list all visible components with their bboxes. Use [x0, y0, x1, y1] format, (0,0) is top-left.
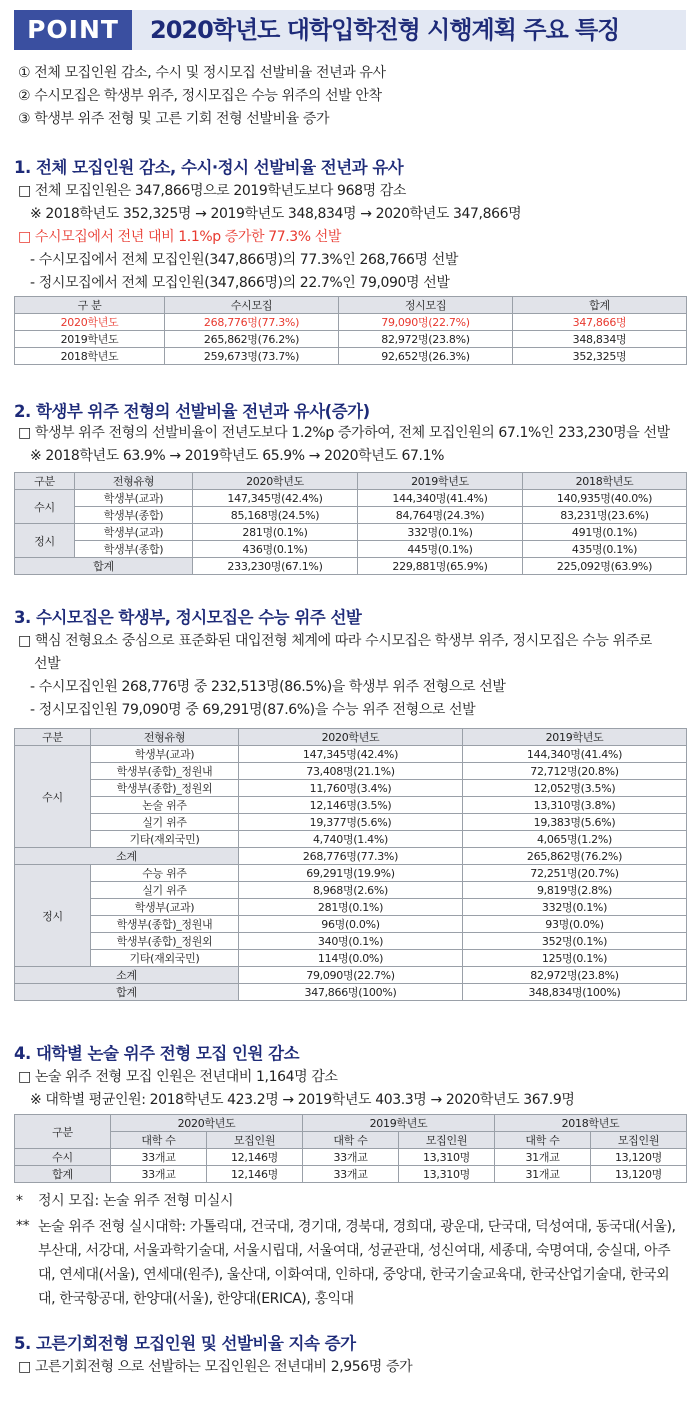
group-label: 수시	[15, 490, 75, 524]
table-cell: 445명(0.1%)	[358, 541, 523, 558]
table-header: 전형유형	[75, 473, 193, 490]
table-cell: 12,146명	[207, 1166, 303, 1183]
section-5-title: 5. 고른기회전형 모집인원 및 선발비율 지속 증가	[14, 1334, 356, 1353]
table-cell: 기타(재외국민)	[91, 831, 239, 848]
footnote-mark: **	[16, 1218, 30, 1234]
footnote	[16, 1215, 686, 1311]
table-row	[15, 916, 687, 933]
table-cell: 268,776명(77.3%)	[165, 314, 339, 331]
table-cell: 259,673명(73.7%)	[165, 348, 339, 365]
page-title: 2020학년도 대학입학전형 시행계획 주요 특징	[150, 16, 620, 44]
table-cell: 31개교	[495, 1166, 591, 1183]
table-header: 2018학년도	[495, 1115, 687, 1132]
table-cell: 332명(0.1%)	[463, 899, 687, 916]
table-cell: 84,764명(24.3%)	[358, 507, 523, 524]
table-cell: 96명(0.0%)	[239, 916, 463, 933]
section-2-body	[18, 422, 688, 468]
table-header: 2018학년도	[523, 473, 687, 490]
table-cell: 학생부(종합)_정원내	[91, 916, 239, 933]
table-row-total	[15, 558, 687, 575]
s2-note: ※ 2018학년도 63.9% → 2019학년도 65.9% → 2020학년도 67.1%	[30, 448, 445, 464]
table-cell: 13,310명(3.8%)	[463, 797, 687, 814]
table-cell: 352,325명	[513, 348, 687, 365]
table-cell: 348,834명	[513, 331, 687, 348]
table-header: 2019학년도	[303, 1115, 495, 1132]
table-row	[15, 899, 687, 916]
s4-note: ※ 대학별 평균인원: 2018학년도 423.2명 → 2019학년도 403.3명 → 2020학년도 367.9명	[30, 1092, 575, 1108]
table-cell: 147,345명(42.4%)	[239, 746, 463, 763]
table-cell: 85,168명(24.5%)	[193, 507, 358, 524]
table-cell: 33개교	[303, 1149, 399, 1166]
table-row	[15, 541, 687, 558]
footnotes	[16, 1190, 686, 1311]
table-cell: 83,231명(23.6%)	[523, 507, 687, 524]
table-cell: 논술 위주	[91, 797, 239, 814]
table-row	[15, 507, 687, 524]
table-cell: 114명(0.0%)	[239, 950, 463, 967]
table-row-total	[15, 984, 687, 1001]
table-row	[15, 746, 687, 763]
section-5-body	[18, 1356, 688, 1379]
table-cell: 13,120명	[591, 1149, 687, 1166]
table-cell: 281명(0.1%)	[239, 899, 463, 916]
section-1-body	[18, 180, 688, 295]
table-cell: 12,146명(3.5%)	[239, 797, 463, 814]
table-header: 정시모집	[339, 297, 513, 314]
table-cell: 144,340명(41.4%)	[463, 746, 687, 763]
table-cell: 82,972명(23.8%)	[463, 967, 687, 984]
intro-item: ③ 학생부 위주 전형 및 고른 기회 전형 선발비율 증가	[18, 111, 330, 127]
footnote	[16, 1190, 686, 1213]
table-cell: 8,968명(2.6%)	[239, 882, 463, 899]
table-cell: 72,712명(20.8%)	[463, 763, 687, 780]
table-cell: 2018학년도	[15, 348, 165, 365]
table-cell: 학생부(종합)_정원외	[91, 780, 239, 797]
table-cell: 144,340명(41.4%)	[358, 490, 523, 507]
table-cell: 19,377명(5.6%)	[239, 814, 463, 831]
table-cell: 학생부(종합)_정원내	[91, 763, 239, 780]
s4-line: □ 논술 위주 전형 모집 인원은 전년대비 1,164명 감소	[18, 1069, 338, 1085]
footnote-text: 정시 모집: 논술 위주 전형 미실시	[38, 1193, 234, 1209]
footnote-mark: *	[16, 1193, 23, 1209]
table-cell: 13,310명	[399, 1149, 495, 1166]
header-banner	[14, 10, 686, 50]
section-3-title: 3. 수시모집은 학생부, 정시모집은 수능 위주 선발	[14, 608, 362, 627]
table-header: 2020학년도	[193, 473, 358, 490]
s3-line: □ 핵심 전형요소 중심으로 표준화된 대입전형 체계에 따라 수시모집은 학생부 위주, 정시모집은 수능 위주로	[18, 633, 652, 649]
table-cell: 2020학년도	[15, 314, 165, 331]
table-header: 합계	[513, 297, 687, 314]
table-row	[15, 348, 687, 365]
section-2-title: 2. 학생부 위주 전형의 선발비율 전년과 유사(증가)	[14, 402, 370, 421]
table-cell: 실기 위주	[91, 882, 239, 899]
table-cell: 69,291명(19.9%)	[239, 865, 463, 882]
table-cell: 347,866명	[513, 314, 687, 331]
table-1	[14, 296, 687, 365]
table-header: 수시모집	[165, 297, 339, 314]
s5-line: □ 고른기회전형 으로 선발하는 모집인원은 전년대비 2,956명 증가	[18, 1359, 413, 1375]
table-cell: 13,120명	[591, 1166, 687, 1183]
table-cell: 4,740명(1.4%)	[239, 831, 463, 848]
table-row	[15, 490, 687, 507]
table-cell: 82,972명(23.8%)	[339, 331, 513, 348]
table-header: 2019학년도	[358, 473, 523, 490]
table-row	[15, 933, 687, 950]
table-cell: 13,310명	[399, 1166, 495, 1183]
table-cell: 33개교	[303, 1166, 399, 1183]
table-row-subtotal	[15, 967, 687, 984]
section-4-title: 4. 대학별 논술 위주 전형 모집 인원 감소	[14, 1044, 300, 1063]
table-cell: 491명(0.1%)	[523, 524, 687, 541]
s1-highlight: □ 수시모집에서 전년 대비 1.1%p 증가한 77.3% 선발	[18, 229, 341, 245]
table-cell: 학생부(종합)	[75, 507, 193, 524]
table-header: 2020학년도	[239, 729, 463, 746]
table-row	[15, 1166, 687, 1183]
table-header: 2019학년도	[463, 729, 687, 746]
section-4-body	[18, 1066, 688, 1112]
table-cell: 기타(재외국민)	[91, 950, 239, 967]
table-cell: 33개교	[111, 1149, 207, 1166]
table-cell: 9,819명(2.8%)	[463, 882, 687, 899]
table-row	[15, 1149, 687, 1166]
table-row	[15, 797, 687, 814]
footnote-text: 논술 위주 전형 실시대학: 가톨릭대, 건국대, 경기대, 경북대, 경희대, 광운대, 단국대, 덕성여대, 동국대(서울), 부산대, 서강대, 서울과학기술대, 서울시립대, 서울여대, 성균관대, 성신여대, 세종대, 숙명여대, 숭실대, 아주대, 연세대(서울), 연세대(원주), 울산대, 이화여대, 인하대, 중앙대, 한국기술교육대, 한국산업기술대, 한국외대, 한국항공대, 한양대(서울), 한양대(ERICA), 홍익대	[38, 1219, 676, 1307]
table-cell: 학생부(종합)_정원외	[91, 933, 239, 950]
table-cell: 73,408명(21.1%)	[239, 763, 463, 780]
table-cell: 학생부(교과)	[75, 490, 193, 507]
s1-line: - 정시모집에서 전체 모집인원(347,866명)의 22.7%인 79,090명 선발	[30, 275, 450, 291]
s1-note: ※ 2018학년도 352,325명 → 2019학년도 348,834명 → 2020학년도 347,866명	[30, 206, 522, 222]
table-subheader: 모집인원	[207, 1132, 303, 1149]
group-label: 정시	[15, 865, 91, 967]
intro-list	[18, 62, 688, 131]
table-cell: 12,052명(3.5%)	[463, 780, 687, 797]
table-row	[15, 950, 687, 967]
table-cell: 93명(0.0%)	[463, 916, 687, 933]
table-subheader: 모집인원	[399, 1132, 495, 1149]
s3-line: - 정시모집인원 79,090명 중 69,291명(87.6%)을 수능 위주 전형으로 선발	[30, 702, 476, 718]
table-cell: 352명(0.1%)	[463, 933, 687, 950]
row-label: 합계	[15, 1166, 111, 1183]
total-label: 합계	[15, 984, 239, 1001]
table-header: 2020학년도	[111, 1115, 303, 1132]
table-cell: 347,866명(100%)	[239, 984, 463, 1001]
table-cell: 2019학년도	[15, 331, 165, 348]
row-label: 수시	[15, 1149, 111, 1166]
table-cell: 실기 위주	[91, 814, 239, 831]
table-4	[14, 1114, 687, 1183]
table-row	[15, 314, 687, 331]
table-header: 구분	[15, 729, 91, 746]
table-cell: 281명(0.1%)	[193, 524, 358, 541]
table-cell: 340명(0.1%)	[239, 933, 463, 950]
table-cell: 79,090명(22.7%)	[339, 314, 513, 331]
table-row	[15, 524, 687, 541]
intro-item: ② 수시모집은 학생부 위주, 정시모집은 수능 위주의 선발 안착	[18, 88, 382, 104]
total-label: 합계	[15, 558, 193, 575]
table-cell: 학생부(교과)	[91, 746, 239, 763]
group-label: 수시	[15, 746, 91, 848]
table-subheader: 모집인원	[591, 1132, 687, 1149]
subtotal-label: 소계	[15, 848, 239, 865]
group-label: 정시	[15, 524, 75, 558]
table-cell: 33개교	[111, 1166, 207, 1183]
table-cell: 31개교	[495, 1149, 591, 1166]
subtotal-label: 소계	[15, 967, 239, 984]
table-cell: 265,862명(76.2%)	[165, 331, 339, 348]
table-cell: 225,092명(63.9%)	[523, 558, 687, 575]
table-cell: 140,935명(40.0%)	[523, 490, 687, 507]
intro-item: ① 전체 모집인원 감소, 수시 및 정시모집 선발비율 전년과 유사	[18, 65, 386, 81]
table-cell: 수능 위주	[91, 865, 239, 882]
table-cell: 265,862명(76.2%)	[463, 848, 687, 865]
table-row	[15, 780, 687, 797]
table-cell: 125명(0.1%)	[463, 950, 687, 967]
table-cell: 4,065명(1.2%)	[463, 831, 687, 848]
table-row	[15, 814, 687, 831]
table-header: 구분	[15, 1115, 111, 1149]
table-cell: 229,881명(65.9%)	[358, 558, 523, 575]
table-cell: 268,776명(77.3%)	[239, 848, 463, 865]
table-cell: 72,251명(20.7%)	[463, 865, 687, 882]
table-cell: 233,230명(67.1%)	[193, 558, 358, 575]
table-row	[15, 331, 687, 348]
table-cell: 19,383명(5.6%)	[463, 814, 687, 831]
table-row	[15, 865, 687, 882]
table-subheader: 대학 수	[111, 1132, 207, 1149]
table-header: 전형유형	[91, 729, 239, 746]
table-cell: 11,760명(3.4%)	[239, 780, 463, 797]
table-subheader: 대학 수	[303, 1132, 399, 1149]
table-row	[15, 831, 687, 848]
table-cell: 147,345명(42.4%)	[193, 490, 358, 507]
table-cell: 학생부(교과)	[91, 899, 239, 916]
table-cell: 12,146명	[207, 1149, 303, 1166]
table-cell: 435명(0.1%)	[523, 541, 687, 558]
table-header: 구 분	[15, 297, 165, 314]
table-3	[14, 728, 687, 1001]
s2-line: □ 학생부 위주 전형의 선발비율이 전년도보다 1.2%p 증가하여, 전체 모집인원의 67.1%인 233,230명을 선발	[18, 425, 670, 441]
table-cell: 79,090명(22.7%)	[239, 967, 463, 984]
table-cell: 학생부(종합)	[75, 541, 193, 558]
table-row	[15, 882, 687, 899]
table-cell: 332명(0.1%)	[358, 524, 523, 541]
table-row-subtotal	[15, 848, 687, 865]
section-3-body	[18, 630, 688, 722]
table-subheader: 대학 수	[495, 1132, 591, 1149]
table-row	[15, 763, 687, 780]
s3-line: - 수시모집인원 268,776명 중 232,513명(86.5%)을 학생부 위주 전형으로 선발	[30, 679, 506, 695]
s1-line: - 수시모집에서 전체 모집인원(347,866명)의 77.3%인 268,766명 선발	[30, 252, 458, 268]
table-cell: 436명(0.1%)	[193, 541, 358, 558]
table-2	[14, 472, 687, 575]
table-cell: 348,834명(100%)	[463, 984, 687, 1001]
s3-line-cont: 선발	[34, 656, 61, 672]
table-header: 구분	[15, 473, 75, 490]
table-cell: 92,652명(26.3%)	[339, 348, 513, 365]
table-cell: 학생부(교과)	[75, 524, 193, 541]
section-1-title: 1. 전체 모집인원 감소, 수시·정시 선발비율 전년과 유사	[14, 158, 404, 177]
s1-line: □ 전체 모집인원은 347,866명으로 2019학년도보다 968명 감소	[18, 183, 407, 199]
point-badge: POINT	[14, 10, 132, 50]
